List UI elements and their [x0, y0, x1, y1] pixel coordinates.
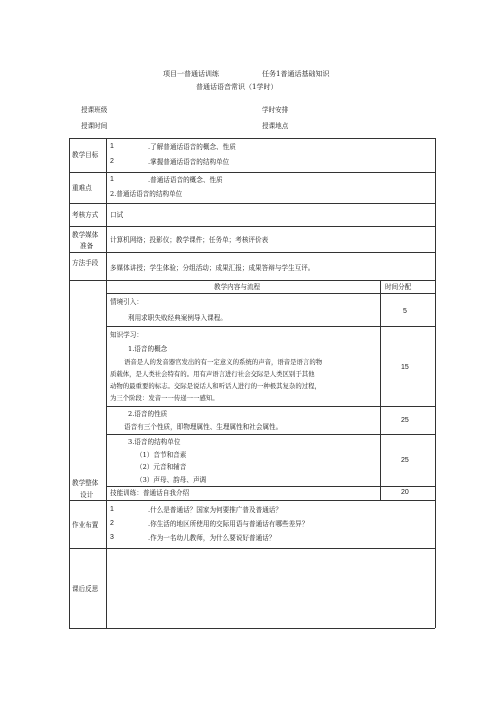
location-label: 授课地点: [262, 122, 289, 130]
homework-3-text: .作为一名幼儿教师，为什么要说好普通话？: [148, 534, 276, 542]
section-units-time: 25: [401, 457, 409, 464]
goal-1-num: 1: [110, 143, 114, 150]
homework-1-text: .什么是普通话？国家为何要推广普及普通话？: [148, 506, 282, 514]
hours-label: 学时安排: [262, 106, 289, 114]
media-value: 计算机网络；投影仪；教学课件；任务单；考核评价表: [110, 236, 269, 244]
section-knowledge-time: 15: [401, 364, 409, 371]
section-knowledge-line-3: 动物的最重要的标志。交际是说话人和听话人进行的一种极其复杂的过程，: [110, 382, 321, 390]
section-intro-title: 情境引入：: [110, 298, 143, 306]
reflection-label: 课后反思: [72, 585, 99, 593]
time-label: 授课时间: [81, 122, 108, 130]
goal-2-text: .掌握普通话语音的结构单位: [148, 158, 230, 166]
design-label-1: 教学整体: [72, 479, 99, 487]
homework-3-num: 3: [110, 534, 114, 541]
section-units-item-2: （2）元音和辅音: [136, 463, 187, 471]
section-properties-time: 25: [401, 417, 409, 424]
homework-2-num: 2: [110, 520, 114, 527]
media-label-2: 准备: [80, 242, 94, 250]
section-knowledge-sub: 1.语音的概念: [128, 345, 168, 353]
method-label: 方法手段: [72, 259, 99, 267]
assess-value: 口试: [110, 211, 124, 219]
section-knowledge-line-2: 质载体，是人类社会特有的。用有声语言进行社会交际是人类区别于其他: [110, 370, 315, 378]
section-skill-title: 技能训练：普通话自我介绍: [110, 489, 190, 497]
section-units-item-3: （3）声母、韵母、声调: [136, 476, 207, 484]
section-properties-title: 2.语音的性质: [128, 410, 168, 418]
key-1-text: .普通话语音的概念、性质: [148, 176, 223, 184]
section-units-title: 3.语音的结构单位: [128, 438, 181, 446]
task-title: 任务1普通话基础知识: [262, 70, 330, 78]
media-label-1: 教学媒体: [72, 231, 99, 239]
key-2-text: 2.普通话语音的结构单位: [110, 190, 183, 198]
method-value: 多媒体讲授；学生体验；分组活动；成果汇报；成果答辩与学生互评。: [110, 264, 315, 272]
section-intro-text: 利用求职失败经典案例导入课程。: [128, 314, 227, 322]
section-skill-time: 20: [401, 489, 409, 496]
goal-2-num: 2: [110, 158, 114, 165]
section-properties-text: 语音有三个性质，即物理属性、生理属性和社会属性。: [124, 423, 283, 431]
assess-label: 考核方式: [72, 211, 99, 219]
time-column-header: 时间分配: [385, 283, 412, 291]
section-knowledge-title: 知识学习：: [110, 331, 143, 339]
homework-label: 作业布置: [72, 521, 99, 529]
key-1-num: 1: [110, 176, 114, 183]
lesson-subtitle: 普通话语音常识（1学时）: [196, 83, 278, 91]
key-label: 重难点: [72, 184, 92, 192]
homework-2-text: .你生活的地区所使用的交际用语与普通话有哪些差异？: [148, 520, 309, 528]
content-column-header: 教学内容与流程: [214, 283, 261, 291]
section-intro-time: 5: [403, 308, 407, 315]
goal-1-text: .了解普通话语音的概念、性质: [148, 143, 236, 151]
homework-1-num: 1: [110, 506, 114, 513]
section-knowledge-line-1: 语音是人的发音器官发出的有一定意义的系统的声音，语音是语言的物: [124, 358, 323, 366]
goals-label: 教学目标: [72, 151, 99, 159]
section-units-item-1: （1）音节和音素: [136, 451, 187, 459]
project-title: 项目一普通话训练: [163, 70, 219, 78]
class-label: 授课班级: [81, 106, 108, 114]
section-knowledge-line-4: 为三个阶段：发音一一传递一一感知。: [110, 394, 219, 402]
design-label-2: 设计: [80, 491, 94, 499]
